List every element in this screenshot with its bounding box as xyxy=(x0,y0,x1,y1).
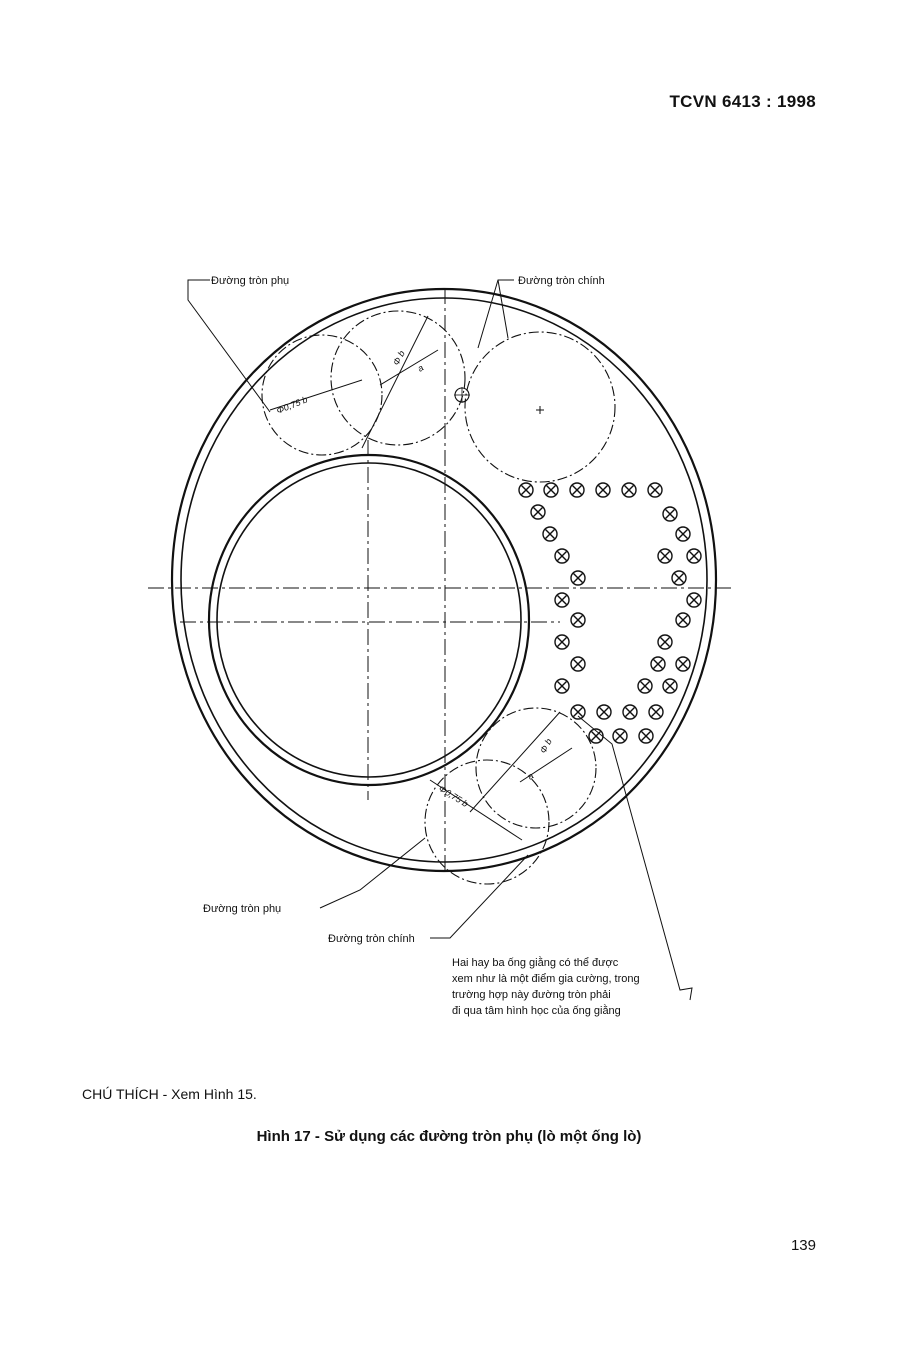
stay xyxy=(676,657,690,671)
stay xyxy=(648,483,662,497)
aux-circles-top xyxy=(262,311,615,482)
stay xyxy=(623,705,637,719)
stay xyxy=(543,527,557,541)
stay xyxy=(597,705,611,719)
stay xyxy=(519,483,533,497)
dim-075d-bottom: Φ0,75 b xyxy=(436,783,470,809)
note-line: trường hợp này đường tròn phải xyxy=(452,989,611,1001)
stay xyxy=(531,505,545,519)
note-line: Hai hay ba ống giằng có thể được xyxy=(452,957,619,969)
stay xyxy=(672,571,686,585)
label-aux-circle-bottom: Đường tròn phụ xyxy=(203,903,282,915)
stay xyxy=(676,527,690,541)
stay xyxy=(596,483,610,497)
stay xyxy=(571,657,585,671)
stay xyxy=(651,657,665,671)
stay xyxy=(649,705,663,719)
stay xyxy=(555,635,569,649)
stay xyxy=(544,483,558,497)
stay xyxy=(571,613,585,627)
label-aux-circle-top: Đường tròn phụ xyxy=(211,275,290,287)
figure-note: CHÚ THÍCH - Xem Hình 15. xyxy=(82,1086,257,1102)
stay xyxy=(658,549,672,563)
dim-b-top: Φ b xyxy=(390,348,407,367)
furnace-inner xyxy=(217,463,521,777)
stay xyxy=(571,571,585,585)
dim-a-bottom: a xyxy=(525,770,536,782)
stay xyxy=(555,593,569,607)
stay xyxy=(571,705,585,719)
dimension-lines-bottom xyxy=(430,712,572,840)
note-line: đi qua tâm hình học của ống giằng xyxy=(452,1005,621,1017)
furnace-outer xyxy=(209,455,529,785)
stay xyxy=(570,483,584,497)
stay-tubes xyxy=(519,483,701,743)
outer-shell-inner xyxy=(181,298,707,862)
leader-lines xyxy=(188,280,692,1000)
dim-a-top: a xyxy=(415,362,426,374)
note-line: xem như là một điểm gia cường, trong xyxy=(452,973,640,985)
label-main-circle-bottom: Đường tròn chính xyxy=(328,933,415,945)
stay xyxy=(663,507,677,521)
dim-b-bottom: Φ b xyxy=(537,736,554,755)
stay xyxy=(687,549,701,563)
stay xyxy=(613,729,627,743)
stay xyxy=(622,483,636,497)
label-main-circle-top: Đường tròn chính xyxy=(518,275,605,287)
stay xyxy=(676,613,690,627)
page-number: 139 xyxy=(790,1237,816,1254)
dim-075d-top: Φ0,75 b xyxy=(275,394,309,416)
stay xyxy=(555,549,569,563)
stay xyxy=(638,679,652,693)
figure-caption: Hình 17 - Sử dụng các đường tròn phụ (lò một ống lò) xyxy=(256,1128,642,1145)
stay xyxy=(658,635,672,649)
stay xyxy=(687,593,701,607)
stay xyxy=(663,679,677,693)
stay xyxy=(555,679,569,693)
note-block xyxy=(452,956,640,1017)
stay xyxy=(639,729,653,743)
standard-code: TCVN 6413 : 1998 xyxy=(669,92,816,111)
